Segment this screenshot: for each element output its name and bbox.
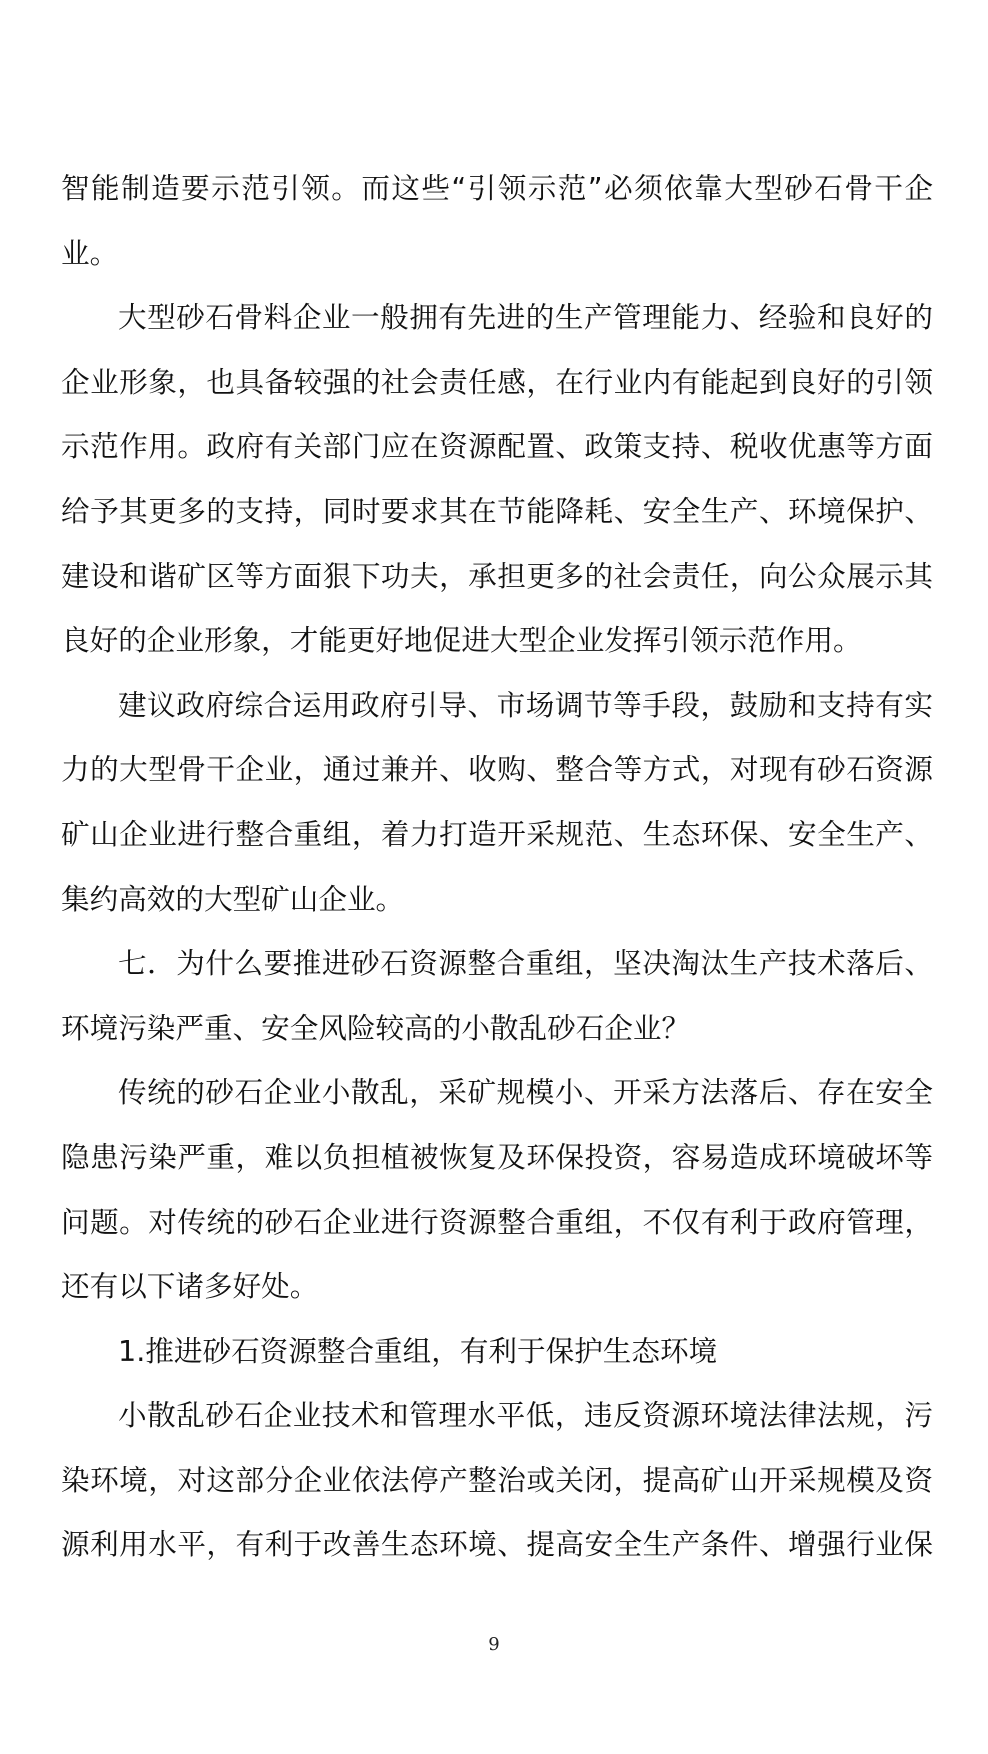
text-line: 染环境，对这部分企业依法停产整治或关闭，提高矿山开采规模及资 [61, 1462, 933, 1497]
text-line: 小散乱砂石企业技术和管理水平低，违反资源环境法律法规，污 [118, 1398, 933, 1433]
text-line: 力的大型骨干企业，通过兼并、收购、整合等方式，对现有砂石资源 [61, 752, 933, 787]
text-line: 问题。对传统的砂石企业进行资源整合重组，不仅有利于政府管理， [61, 1204, 933, 1239]
text-line: 良好的企业形象，才能更好地促进大型企业发挥引领示范作用。 [61, 623, 862, 658]
text-line: 源利用水平，有利于改善生态环境、提高安全生产条件、增强行业保 [61, 1527, 933, 1562]
text-line: 七．为什么要推进砂石资源整合重组，坚决淘汰生产技术落后、 [118, 946, 933, 981]
text-line: 隐患污染严重，难以负担植被恢复及环保投资，容易造成环境破坏等 [61, 1139, 933, 1174]
text-line: 集约高效的大型矿山企业。 [61, 881, 405, 916]
body-text [61, 156, 933, 1577]
text-line: 大型砂石骨料企业一般拥有先进的生产管理能力、经验和良好的 [118, 300, 933, 335]
text-line: 传统的砂石企业小散乱，采矿规模小、开采方法落后、存在安全 [118, 1075, 933, 1110]
text-line: 建议政府综合运用政府引导、市场调节等手段，鼓励和支持有实 [118, 687, 933, 722]
text-line: 环境污染严重、安全风险较高的小散乱砂石企业？ [61, 1010, 691, 1045]
section-heading: 1.推进砂石资源整合重组，有利于保护生态环境 [118, 1333, 718, 1368]
text-line: 矿山企业进行整合重组，着力打造开采规范、生态环保、安全生产、 [61, 816, 933, 851]
text-line: 给予其更多的支持，同时要求其在节能降耗、安全生产、环境保护、 [61, 493, 933, 528]
page-number: 9 [488, 1634, 500, 1655]
text-line: 业。 [61, 235, 119, 270]
text-line: 建设和谐矿区等方面狠下功夫，承担更多的社会责任，向公众展示其 [61, 558, 933, 593]
text-line: 还有以下诸多好处。 [61, 1269, 319, 1304]
text-line: 示范作用。政府有关部门应在资源配置、政策支持、税收优惠等方面 [61, 429, 933, 464]
text-line: 企业形象，也具备较强的社会责任感，在行业内有能起到良好的引领 [61, 364, 933, 399]
text-line: 智能制造要示范引领。而这些“引领示范”必须依靠大型砂石骨干企 [61, 171, 933, 205]
